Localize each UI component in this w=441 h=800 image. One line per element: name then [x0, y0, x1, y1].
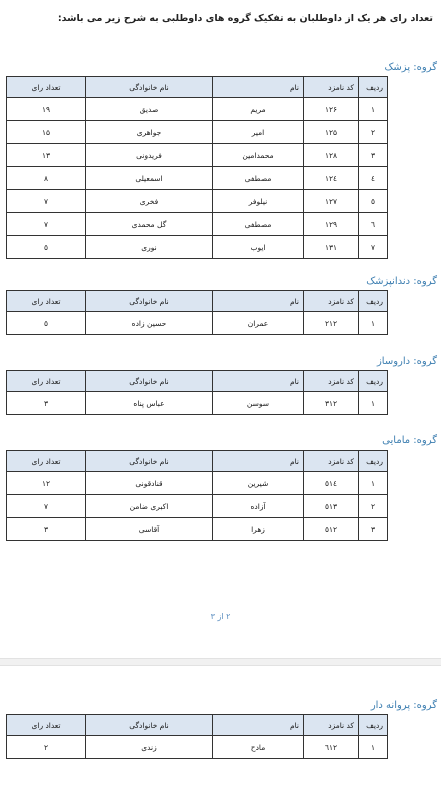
header-votes: تعداد رای [7, 451, 86, 472]
cell-last-name: آقاسی [86, 518, 213, 541]
table-row [7, 472, 388, 495]
header-row: ردیف [359, 715, 388, 736]
group-title-licensed: گروه: پروانه دار [370, 700, 437, 711]
cell-last-name: صدیق [86, 98, 213, 121]
cell-last-name: اکبری ضامن [86, 495, 213, 518]
cell-first-name: سوسن [213, 392, 304, 415]
cell-code: ۳۱۲ [304, 392, 359, 415]
cell-votes: ٥ [7, 312, 86, 335]
cell-row: ۱ [359, 312, 388, 335]
cell-first-name: مریم [213, 98, 304, 121]
header-votes: تعداد رای [7, 715, 86, 736]
cell-last-name: نوری [86, 236, 213, 259]
cell-votes: ۷ [7, 213, 86, 236]
cell-first-name: مصطفی [213, 167, 304, 190]
cell-row: ۱ [359, 472, 388, 495]
table-row [7, 213, 388, 236]
cell-last-name: قنادقونی [86, 472, 213, 495]
cell-code: ٥۱٤ [304, 472, 359, 495]
header-code: کد نامزد [304, 715, 359, 736]
group-title-pharmacist: گروه: داروساز [376, 356, 437, 367]
cell-first-name: ایوب [213, 236, 304, 259]
header-row: ردیف [359, 451, 388, 472]
cell-code: ٥۱۳ [304, 495, 359, 518]
cell-votes: ۱۹ [7, 98, 86, 121]
cell-row: ۲ [359, 121, 388, 144]
cell-row: ۲ [359, 495, 388, 518]
header-first-name: نام [213, 451, 304, 472]
cell-row: ۱ [359, 392, 388, 415]
cell-first-name: زهرا [213, 518, 304, 541]
header-last-name: نام خانوادگی [86, 715, 213, 736]
cell-code: ۱۲۸ [304, 144, 359, 167]
cell-code: ۱۲۵ [304, 121, 359, 144]
cell-code: ٥۱۲ [304, 518, 359, 541]
header-first-name: نام [213, 291, 304, 312]
cell-row: ٦ [359, 213, 388, 236]
intro-text: تعداد رای هر یک از داوطلبان به تفکیک گروه های داوطلبی به شرح زیر می باشد: [57, 13, 433, 24]
header-first-name: نام [213, 371, 304, 392]
cell-votes: ۸ [7, 167, 86, 190]
table-row [7, 518, 388, 541]
table-row [7, 98, 388, 121]
table-row [7, 495, 388, 518]
cell-row: ۳ [359, 144, 388, 167]
cell-first-name: شیرین [213, 472, 304, 495]
table-row [7, 736, 388, 759]
header-code: کد نامزد [304, 291, 359, 312]
header-code: کد نامزد [304, 77, 359, 98]
header-votes: تعداد رای [7, 77, 86, 98]
cell-last-name: فریدونی [86, 144, 213, 167]
cell-votes: ۲ [7, 736, 86, 759]
header-row: ردیف [359, 77, 388, 98]
group-title-dentist: گروه: دندانپزشک [366, 276, 437, 287]
table-row [7, 121, 388, 144]
cell-votes: ۱۲ [7, 472, 86, 495]
page-separator [0, 658, 441, 666]
header-last-name: نام خانوادگی [86, 371, 213, 392]
group-title-midwifery: گروه: مامایی [382, 435, 437, 446]
cell-code: ۱۳۱ [304, 236, 359, 259]
cell-first-name: محمدامین [213, 144, 304, 167]
table-row [7, 190, 388, 213]
header-first-name: نام [213, 715, 304, 736]
table-pharmacist [6, 370, 388, 415]
table-row [7, 144, 388, 167]
cell-last-name: گل محمدی [86, 213, 213, 236]
cell-votes: ۳ [7, 518, 86, 541]
cell-last-name: جواهری [86, 121, 213, 144]
cell-votes: ۳ [7, 392, 86, 415]
cell-code: ۱۲۷ [304, 190, 359, 213]
header-last-name: نام خانوادگی [86, 291, 213, 312]
cell-first-name: مادح [213, 736, 304, 759]
cell-code: ۱۲۹ [304, 213, 359, 236]
cell-last-name: حسین زاده [86, 312, 213, 335]
cell-row: ٤ [359, 167, 388, 190]
table-row [7, 236, 388, 259]
cell-row: ۳ [359, 518, 388, 541]
header-code: کد نامزد [304, 371, 359, 392]
cell-last-name: زندی [86, 736, 213, 759]
header-first-name: نام [213, 77, 304, 98]
header-row: ردیف [359, 371, 388, 392]
group-title-physician: گروه: پزشک [384, 62, 437, 73]
table-midwifery [6, 450, 388, 541]
header-votes: تعداد رای [7, 371, 86, 392]
cell-first-name: آزاده [213, 495, 304, 518]
cell-first-name: مصطفی [213, 213, 304, 236]
cell-votes: ۷ [7, 190, 86, 213]
page-number: ۲ از ۳ [210, 612, 231, 621]
cell-last-name: اسمعیلی [86, 167, 213, 190]
cell-last-name: عباس پناه [86, 392, 213, 415]
cell-votes: ۷ [7, 495, 86, 518]
cell-code: ۲۱۲ [304, 312, 359, 335]
cell-row: ۱ [359, 736, 388, 759]
table-licensed [6, 714, 388, 759]
header-last-name: نام خانوادگی [86, 77, 213, 98]
header-votes: تعداد رای [7, 291, 86, 312]
cell-row: ٥ [359, 190, 388, 213]
cell-code: ٦۱۲ [304, 736, 359, 759]
header-row: ردیف [359, 291, 388, 312]
header-code: کد نامزد [304, 451, 359, 472]
cell-last-name: فخری [86, 190, 213, 213]
header-last-name: نام خانوادگی [86, 451, 213, 472]
cell-first-name: امیر [213, 121, 304, 144]
table-row [7, 392, 388, 415]
cell-row: ۷ [359, 236, 388, 259]
table-row [7, 312, 388, 335]
table-dentist [6, 290, 388, 335]
table-row [7, 167, 388, 190]
cell-code: ۱۲۶ [304, 98, 359, 121]
cell-votes: ۱۳ [7, 144, 86, 167]
cell-first-name: نیلوفر [213, 190, 304, 213]
cell-votes: ٥ [7, 236, 86, 259]
cell-code: ۱۲٤ [304, 167, 359, 190]
table-physician [6, 76, 388, 259]
cell-votes: ۱۵ [7, 121, 86, 144]
cell-first-name: عمران [213, 312, 304, 335]
cell-row: ۱ [359, 98, 388, 121]
